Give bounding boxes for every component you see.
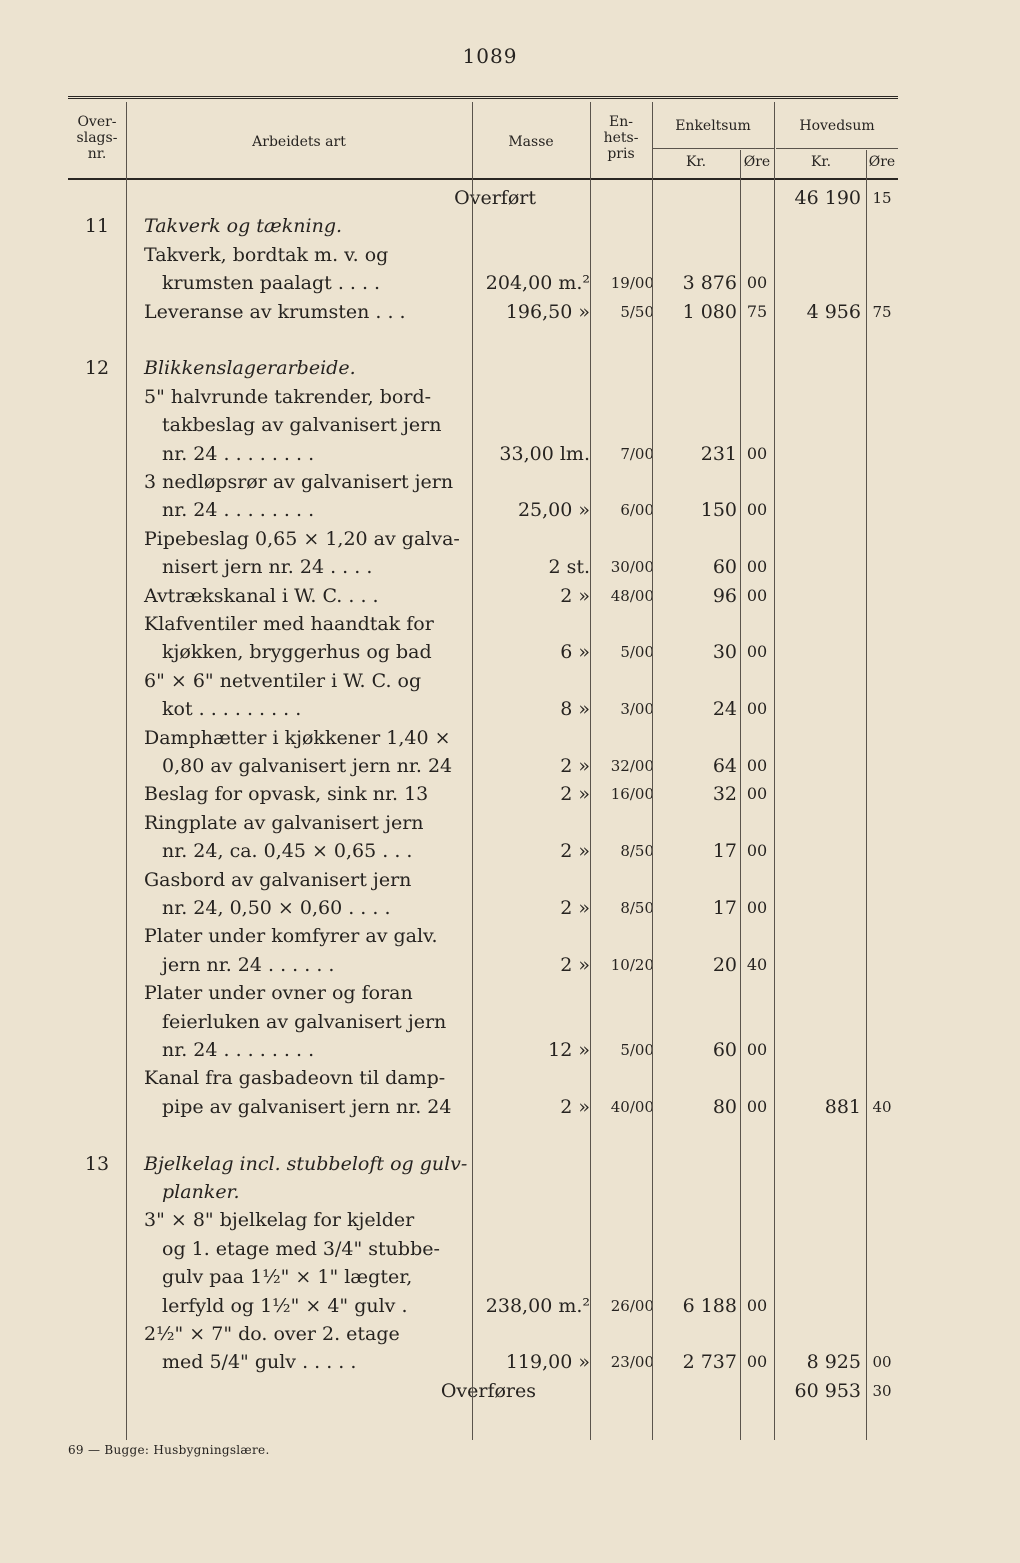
row-description: gulv paa 1½" × 1" lægter, <box>162 1266 413 1289</box>
header-enkeltsum-kr: Kr. <box>685 154 707 170</box>
row-description: Blikkenslagerarbeide. <box>144 357 356 380</box>
row-description: nisert jern nr. 24 . . . . <box>162 556 373 579</box>
row-quantity: 2 » <box>560 584 590 607</box>
row-description: med 5/4" gulv . . . . . <box>162 1351 357 1374</box>
row-total-ore: 75 <box>872 302 892 321</box>
row-unit-price: 7/00 <box>620 444 654 463</box>
row-total-kroner: 8 925 <box>806 1351 861 1374</box>
header-enkeltsum: Enkeltsum <box>675 118 751 134</box>
row-description: 3" × 8" bjelkelag for kjelder <box>144 1209 415 1232</box>
row-item-ore: 75 <box>746 301 768 321</box>
row-description: Avtrækskanal i W. C. . . . <box>144 584 379 607</box>
row-total-kroner: 46 190 <box>794 187 861 209</box>
row-item-ore: 00 <box>746 557 768 577</box>
row-unit-price: 5/00 <box>620 1041 654 1059</box>
row-description: 5" halvrunde takrender, bord- <box>144 385 432 408</box>
row-description: nr. 24 . . . . . . . . <box>162 499 315 522</box>
row-unit-price: 48/00 <box>610 586 654 605</box>
row-item-kroner: 2 737 <box>682 1351 737 1374</box>
row-unit-price: 19/00 <box>610 274 654 293</box>
row-quantity: 6 » <box>560 641 590 664</box>
row-item-ore: 00 <box>746 1096 768 1116</box>
row-item-ore: 00 <box>746 898 768 917</box>
row-description: planker. <box>162 1181 240 1203</box>
row-unit-price: 26/00 <box>610 1296 654 1315</box>
row-item-ore: 00 <box>746 1352 768 1372</box>
row-description: 2½" × 7" do. over 2. etage <box>144 1323 400 1345</box>
row-quantity: 8 » <box>560 698 590 721</box>
row-unit-price: 8/50 <box>620 899 654 917</box>
row-quantity: 12 » <box>548 1039 590 1061</box>
header-subrule-enkeltsum <box>652 148 774 149</box>
row-item-kroner: 231 <box>700 442 737 465</box>
row-quantity: 238,00 m.² <box>485 1294 590 1317</box>
header-masse: Masse <box>508 134 554 150</box>
row-description: og 1. etage med 3/4" stubbe- <box>162 1237 440 1260</box>
row-unit-price: 5/00 <box>620 643 654 662</box>
row-item-kroner: 1 080 <box>682 300 737 323</box>
row-item-ore: 00 <box>746 273 768 293</box>
header-overslag: Over- slags- nr. <box>76 114 118 162</box>
column-rule <box>590 102 591 1440</box>
column-rule <box>740 150 741 1440</box>
column-rule <box>866 150 867 1440</box>
row-description: 3 nedløpsrør av galvanisert jern <box>144 471 454 493</box>
row-quantity: 196,50 » <box>505 300 590 323</box>
row-item-ore: 00 <box>746 500 768 520</box>
row-description: lerfyld og 1½" × 4" gulv . <box>162 1294 408 1317</box>
row-item-kroner: 60 <box>712 556 737 579</box>
row-quantity: 25,00 » <box>517 499 590 522</box>
row-total-kroner: 60 953 <box>794 1379 861 1402</box>
row-item-ore: 00 <box>746 784 768 804</box>
row-description: Plater under ovner og foran <box>144 982 413 1005</box>
column-rule <box>652 102 653 1440</box>
row-item-kroner: 3 876 <box>682 272 737 295</box>
row-description: Gasbord av galvanisert jern <box>144 868 412 891</box>
row-quantity: 2 » <box>560 840 590 863</box>
row-description: kot . . . . . . . . . <box>162 698 302 721</box>
column-rule <box>126 102 127 1440</box>
header-hovedsum: Hovedsum <box>799 118 875 134</box>
row-description: Bjelkelag incl. stubbeloft og gulv- <box>144 1152 468 1175</box>
row-description: Leveranse av krumsten . . . <box>144 300 406 323</box>
row-description: Pipebeslag 0,65 × 1,20 av galva- <box>144 527 460 550</box>
row-unit-price: 6/00 <box>620 501 654 520</box>
row-item-ore: 00 <box>746 585 768 605</box>
row-total-kroner: 881 <box>824 1095 861 1118</box>
row-item-kroner: 6 188 <box>682 1294 737 1317</box>
row-quantity: 2 » <box>560 897 590 919</box>
row-description: Beslag for opvask, sink nr. 13 <box>144 783 429 806</box>
row-description: Overført <box>454 187 536 209</box>
row-item-kroner: 80 <box>712 1095 737 1118</box>
row-description: takbeslag av galvanisert jern <box>162 414 442 437</box>
row-item-ore: 00 <box>746 699 768 719</box>
row-description: Ringplate av galvanisert jern <box>144 811 424 834</box>
row-description: krumsten paalagt . . . . <box>162 272 381 295</box>
row-item-ore: 00 <box>746 1295 768 1315</box>
row-description: Overføres <box>440 1379 536 1402</box>
header-subrule-hovedsum <box>776 148 898 149</box>
row-total-kroner: 4 956 <box>806 300 861 323</box>
row-unit-price: 3/00 <box>620 700 654 719</box>
row-quantity: 204,00 m.² <box>485 272 590 295</box>
row-unit-price: 40/00 <box>610 1097 654 1116</box>
row-unit-price: 32/00 <box>610 757 654 775</box>
row-total-ore: 30 <box>872 1381 892 1400</box>
row-quantity: 33,00 lm. <box>499 442 590 465</box>
header-enkeltsum-ore: Øre <box>743 154 771 170</box>
column-rule <box>774 102 775 1440</box>
row-total-ore: 40 <box>872 1097 892 1116</box>
row-unit-price: 5/50 <box>620 302 654 321</box>
row-quantity: 2 st. <box>548 556 590 579</box>
footer-note: 69 — Bugge: Husbygningslære. <box>68 1443 270 1457</box>
header-arbeid: Arbeidets art <box>252 134 346 150</box>
row-item-ore: 40 <box>746 954 768 974</box>
header-hovedsum-kr: Kr. <box>810 154 832 170</box>
row-description: Takverk, bordtak m. v. og <box>144 243 389 266</box>
row-unit-price: 30/00 <box>610 558 654 577</box>
row-item-kroner: 30 <box>712 641 737 664</box>
row-description: Kanal fra gasbadeovn til damp- <box>144 1067 446 1090</box>
row-description: nr. 24, ca. 0,45 × 0,65 . . . <box>162 840 413 863</box>
row-item-ore: 00 <box>746 1040 768 1059</box>
row-unit-price: 8/50 <box>620 842 654 861</box>
page-number: 1089 <box>462 44 518 68</box>
row-description: pipe av galvanisert jern nr. 24 <box>162 1095 452 1118</box>
row-unit-price: 23/00 <box>610 1353 654 1372</box>
row-quantity: 2 » <box>560 783 590 806</box>
row-description: jern nr. 24 . . . . . . <box>162 953 335 976</box>
row-quantity: 2 » <box>560 755 590 777</box>
row-unit-price: 10/20 <box>610 955 654 974</box>
row-item-kroner: 32 <box>712 783 737 806</box>
row-quantity: 2 » <box>560 1095 590 1118</box>
column-rule <box>472 102 473 1440</box>
header-hovedsum-ore: Øre <box>868 154 896 170</box>
row-description: Plater under komfyrer av galv. <box>144 925 438 948</box>
row-item-kroner: 60 <box>712 1039 737 1061</box>
row-description: nr. 24, 0,50 × 0,60 . . . . <box>162 897 391 919</box>
row-number: 13 <box>84 1152 110 1175</box>
row-item-kroner: 96 <box>712 584 737 607</box>
row-total-ore: 00 <box>872 1353 892 1372</box>
row-quantity: 119,00 » <box>505 1351 590 1374</box>
row-number: 12 <box>84 357 110 380</box>
row-item-ore: 00 <box>746 642 768 662</box>
header-enhetspris: En- hets- pris <box>603 114 639 162</box>
row-number: 11 <box>84 215 110 238</box>
row-description: nr. 24 . . . . . . . . <box>162 442 315 465</box>
row-description: Klafventiler med haandtak for <box>144 613 434 635</box>
row-description: Damphætter i kjøkkener 1,40 × <box>144 726 451 749</box>
row-item-kroner: 64 <box>712 755 737 777</box>
row-description: 0,80 av galvanisert jern nr. 24 <box>162 755 453 777</box>
row-item-kroner: 17 <box>712 897 737 919</box>
row-description: kjøkken, bryggerhus og bad <box>162 641 432 664</box>
row-item-ore: 00 <box>746 756 768 775</box>
row-description: feierluken av galvanisert jern <box>162 1010 447 1033</box>
row-description: 6" × 6" netventiler i W. C. og <box>144 669 422 692</box>
row-item-kroner: 150 <box>700 499 737 522</box>
row-item-kroner: 20 <box>712 953 737 976</box>
row-description: nr. 24 . . . . . . . . <box>162 1039 315 1061</box>
row-quantity: 2 » <box>560 953 590 976</box>
row-item-kroner: 17 <box>712 840 737 863</box>
row-item-kroner: 24 <box>712 698 737 721</box>
row-total-ore: 15 <box>872 189 892 207</box>
row-unit-price: 16/00 <box>610 785 654 804</box>
row-item-ore: 00 <box>746 443 768 463</box>
row-description: Takverk og tækning. <box>144 215 343 238</box>
row-item-ore: 00 <box>746 841 768 861</box>
